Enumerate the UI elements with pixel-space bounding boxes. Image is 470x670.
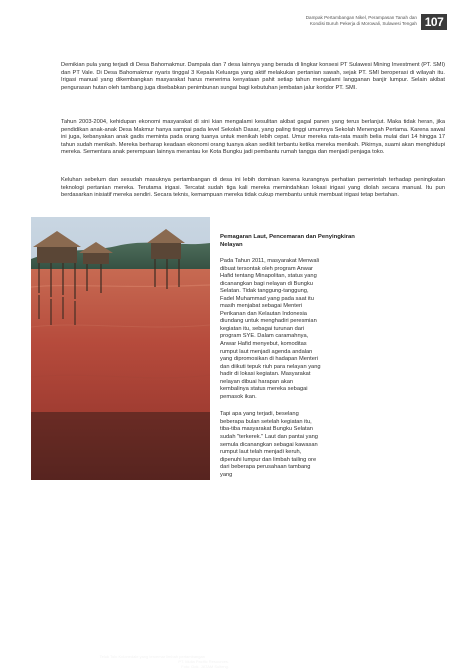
photo-caption [79, 654, 237, 670]
caption-line-2: PT. Mulia Pacific Resources. [178, 659, 229, 665]
running-header-line-2: Kondisi Buruh Pekerja di Morowali, Sulawesi Tengah [309, 21, 417, 26]
page-number: 107 [421, 14, 447, 30]
page-header [0, 0, 470, 40]
section-title-line-2: Nelayan [220, 242, 243, 248]
caption-line-1: Teluk Tolo Kolonedale yang tercemar limbah pertambangan [99, 654, 205, 659]
paragraph-2: Tahun 2003-2004, kehidupan ekonomi masyarakat di sini kian mengalami kesulitan akibat gagal panen yang terus berlanjut. Maka tidak heran, jika pendidikan anak-anak Desa Makmur hanya sampai pada level Sekolah Dasar, yang paling tinggi umumnya Sekolah Menengah Pertama. Karena sawal ini juga, kebanyakan anak gadis meminta pada orang tuanya untuk menikah lebih cepat. Umur mereka rata-rata masih belia mulai dari 14 hingga 17 tahun sudah menikah. Mereka berharap keadaan ekonomi orang tuanya akan sedikit terbantu ketika mereka menikah. Pikirnya, suami akan menghidupi mereka. Sementara anak perempuan lainnya merantau ke Kota Bungku jadi pembantu rumah tangga dan menjadi penjaga toko. [61, 119, 445, 156]
caption-line-3: Foto: Dok. JATAM Sulteng. [181, 664, 229, 670]
polluted-bay-photo [31, 217, 229, 670]
photo-illustration [31, 217, 210, 480]
section-column [220, 233, 445, 479]
running-header-line-1: Dampak Pertambangan Nikel, Perampasan Tanah dan [305, 15, 417, 20]
section-paragraph-1: Pada Tahun 2011, masyarakat Menwali dibuat tersontak oleh program Anwar Hafid tentang Minapolitan, status yang dicanangkan bagi nelayan di Bungku Selatan. Tidak tanggung-tanggung, Fadel Muhammad yang pada saat itu masih menjabat sebagai Menteri Perikanan dan Kelautan Indonesia diundang untuk menghadiri peresmian kegiatan itu, sebagai turunan dari program SYE. Dalam caramahnya, Anwar Hafid menyebut, komoditas rumput laut menjadi agenda andalan yang dipromosikan di hadapan Menteri dan diikuti tepuk riuh para nelayan yang hadir di lokasi kegiatan. Masyarakat nelayan dibuai harapan akan kembalinya status mereka sebagai pemasok ikan. [220, 258, 321, 400]
section-paragraph-2: Tapi apa yang terjadi, beselang beberapa bulan setelah kegiatan itu, tiba-tiba masyarakat Bungku Selatan sudah "terkerek." Laut dan pantai yang semula dicanangkan sebagai kawasan rumput laut telah menjadi keruh, dipenuhi lumpur dan limbah tailing ore dari beberapa perusahaan tambang yang [220, 411, 318, 478]
caption-label: Gambar 9. [79, 654, 99, 659]
paragraph-3: Keluhan sebelum dan sesudah masuknya pertambangan di desa ini lebih dominan karena kurangnya perhatian pemerintah terhadap peningkatan teknologi pertanian mereka. Terutama irigasi. Tercatat sudah tiga kali mereka memindahkan lokasi irigasi yang diolah secara manual. Itu pun berdasarkan inisiatif mereka sendiri. Secara teknis, kemampuan mereka tidak cukup membantu untuk membuat irigasi tetap bertahan. [61, 177, 445, 199]
section-title [220, 233, 445, 249]
running-header [157, 15, 417, 27]
section-title-line-1: Pemagaran Laut, Pencemaran dan Penyingkiran [220, 234, 355, 240]
paragraph-1: Demikian pula yang terjadi di Desa Bahomakmur. Dampala dan 7 desa lainnya yang berada di lingkar konsesi PT Sulawesi Mining Investment (PT. SMI) dan PT Vale. Di Desa Bahomakmur nyaris tinggal 3 Kepala Keluarga yang aktif melakukan pertanian sawah, sejak PT. SMI beroperasi di wilayah itu. Irigasi manual yang dikembangkan masyarakat harus menerima kenyataan pahit setiap tahun mengalami langganan banjir lumpur. Selain akibat pengurasan hutan oleh tambang juga disebabkan penimbunan sungai bagi kebutuhan jembatan jalur koridor PT. SMI. [61, 62, 445, 91]
